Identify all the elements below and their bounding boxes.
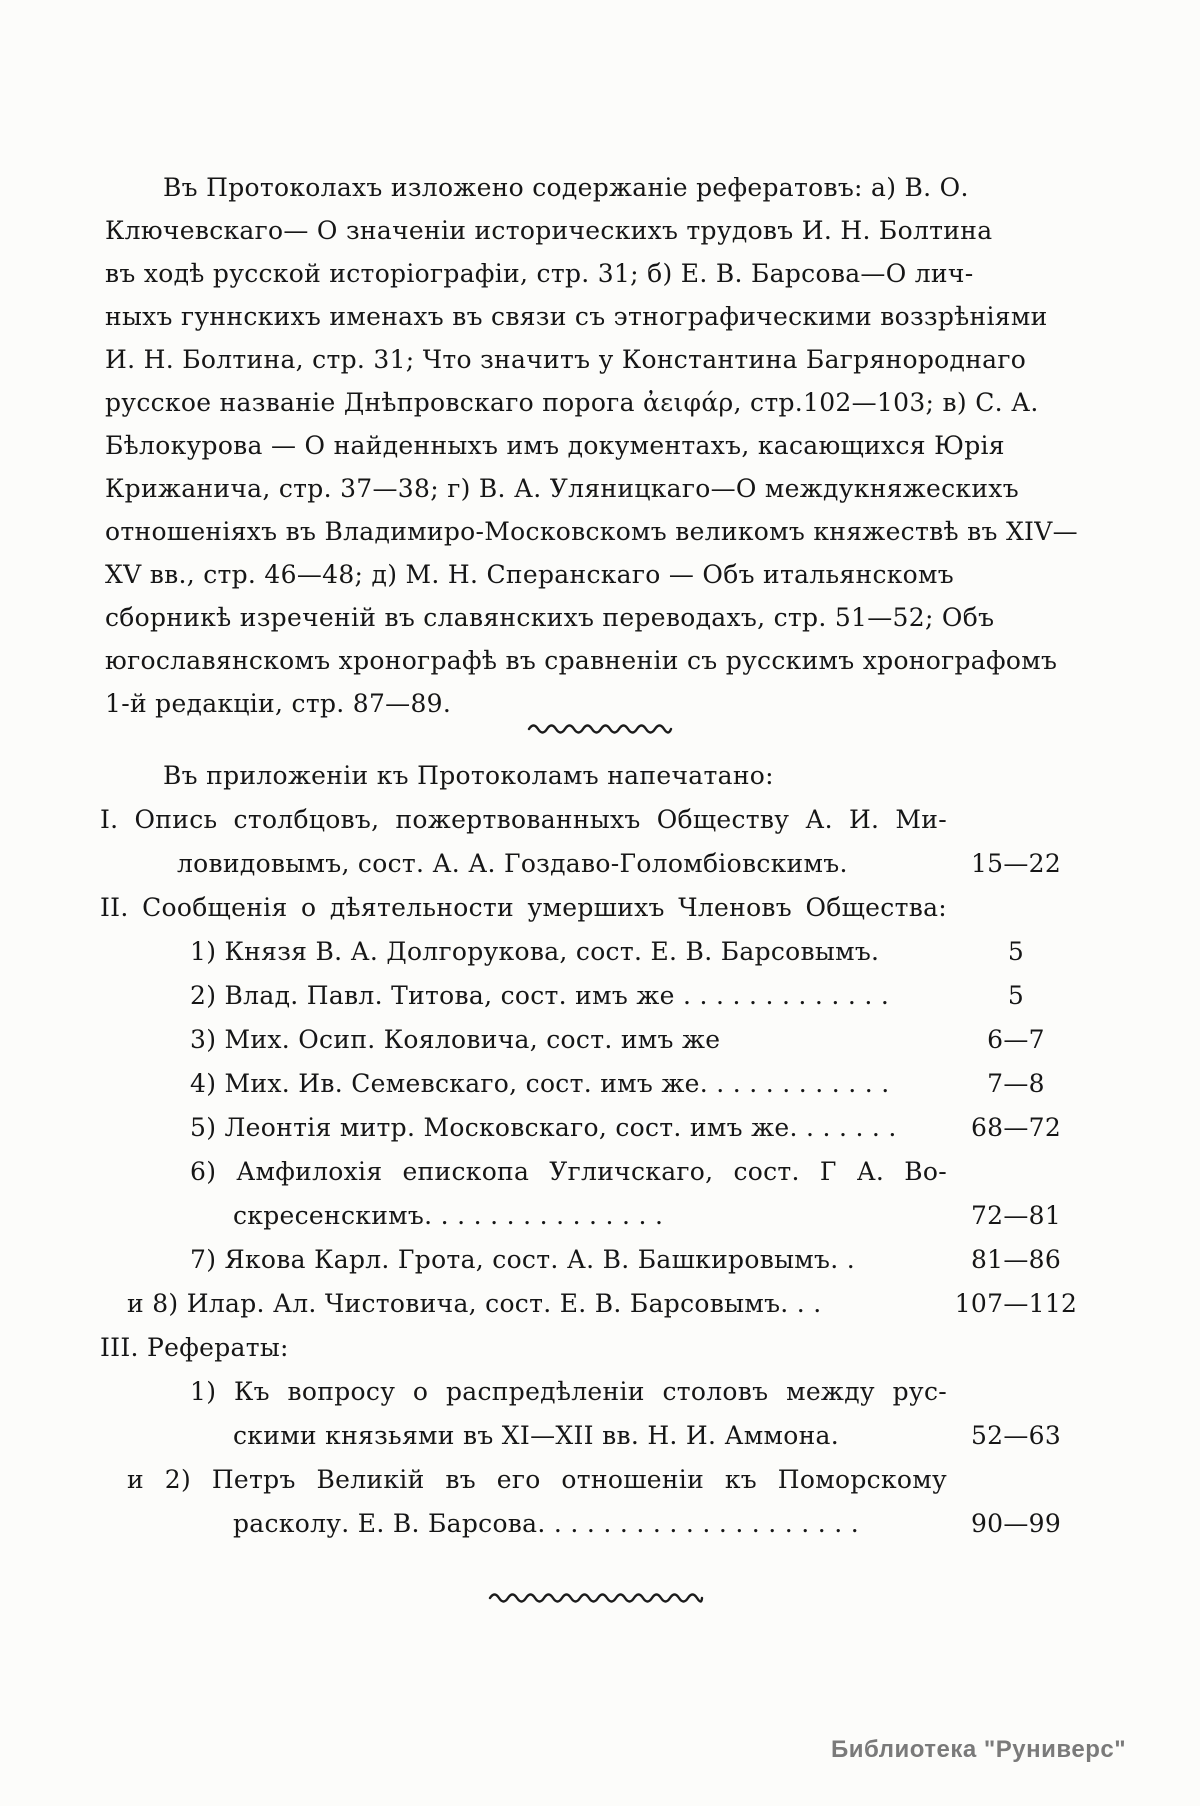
toc-entry-text: 4) Мих. Ив. Семевскаго, сост. имъ же. . . . . . . . . . . . (190, 1069, 890, 1098)
paragraph-line: 1-й редакціи, стр. 87—89. (105, 689, 452, 718)
library-watermark: Библиотека "Руниверс" (831, 1736, 1127, 1763)
table-row (100, 1458, 1085, 1502)
toc-entry-text: 1) Князя В. А. Долгорукова, сост. Е. В. Барсовымъ. (190, 937, 880, 966)
table-row (100, 930, 1085, 974)
toc-entry-text: расколу. Е. В. Барсова. . . . . . . . . . . . . . . . . . . . (233, 1509, 860, 1538)
table-row (100, 1238, 1085, 1282)
toc-entry-text: 6) Амфилохія епископа Угличскаго, сост. Г А. Во- (190, 1157, 947, 1186)
table-row (100, 1282, 1085, 1326)
toc-page-range (947, 1326, 1085, 1370)
toc-entry-text: I. Опись столбцовъ, пожертвованныхъ Обществу А. И. Ми- (100, 805, 947, 834)
toc-entry-text: ловидовымъ, сост. А. А. Гоздаво-Голомбіовскимъ. (177, 849, 848, 878)
toc-entry-text: и 2) Петръ Великій въ его отношеніи къ Поморскому (127, 1465, 947, 1494)
table-row (100, 1370, 1085, 1414)
toc-page-range: 72—81 (970, 1201, 1062, 1230)
toc-page-range: 90—99 (970, 1509, 1062, 1538)
protocols-summary-paragraph (105, 166, 1078, 725)
toc-page-range (947, 1150, 1085, 1194)
toc-page-range: 81—86 (970, 1245, 1062, 1274)
squiggle-divider-glyph (488, 1589, 704, 1603)
toc-entry-text: 7) Якова Карл. Грота, сост. А. В. Башкировымъ. . (190, 1245, 855, 1274)
appendix-contents-list (100, 798, 1085, 1546)
toc-entry-text: и 8) Илар. Ал. Чистовича, сост. Е. В. Барсовымъ. . . (127, 1289, 822, 1318)
toc-entry-text: III. Рефераты: (100, 1333, 289, 1362)
paragraph-line: югославянскомъ хронографѣ въ сравненіи съ русскимъ хронографомъ (105, 646, 1058, 675)
table-row (100, 886, 1085, 930)
table-row (100, 1062, 1085, 1106)
paragraph-line: сборникѣ изреченій въ славянскихъ переводахъ, стр. 51—52; Объ (105, 603, 995, 632)
paragraph-line: ныхъ гуннскихъ именахъ въ связи съ этнографическими воззрѣніями (105, 302, 1048, 331)
paragraph-line: отношеніяхъ въ Владимиро-Московскомъ великомъ княжествѣ въ XIV— (105, 517, 1078, 546)
table-row (100, 1018, 1085, 1062)
toc-page-range: 107—112 (954, 1289, 1078, 1318)
toc-page-range: 7—8 (987, 1069, 1045, 1098)
squiggle-divider (488, 1589, 704, 1603)
table-row (100, 1150, 1085, 1194)
table-row (100, 1106, 1085, 1150)
toc-entry-text: II. Сообщенія о дѣятельности умершихъ Членовъ Общества: (100, 893, 947, 922)
table-row (100, 1502, 1085, 1546)
toc-page-range (947, 1370, 1085, 1414)
toc-entry-text: скими князьями въ XI—XII вв. Н. И. Аммона. (233, 1421, 839, 1450)
toc-page-range: 52—63 (970, 1421, 1062, 1450)
toc-entry-text: скресенскимъ. . . . . . . . . . . . . . . (233, 1201, 664, 1230)
toc-entry-text: 5) Леонтія митр. Московскаго, сост. имъ же. . . . . . . (190, 1113, 897, 1142)
toc-page-range: 15—22 (970, 849, 1062, 878)
paragraph-line: XV вв., стр. 46—48; д) М. Н. Сперанскаго — Объ итальянскомъ (105, 560, 954, 589)
squiggle-divider-glyph (527, 720, 673, 734)
table-row (100, 1194, 1085, 1238)
paragraph-line: Въ Протоколахъ изложено содержаніе рефератовъ: а) В. О. (163, 173, 969, 202)
toc-entry-text: 1) Къ вопросу о распредѣленіи столовъ между рус- (190, 1377, 947, 1406)
table-row (100, 1414, 1085, 1458)
table-row (100, 1326, 1085, 1370)
paragraph-line: Бѣлокурова — О найденныхъ имъ документахъ, касающихся Юрія (105, 431, 1005, 460)
table-row (100, 798, 1085, 842)
toc-page-range (947, 798, 1085, 842)
table-row (100, 974, 1085, 1018)
toc-page-range (947, 886, 1085, 930)
paragraph-line: И. Н. Болтина, стр. 31; Что значитъ у Константина Багрянороднаго (105, 345, 1027, 374)
toc-entry-text: 2) Влад. Павл. Титова, сост. имъ же . . . . . . . . . . . . . (190, 981, 890, 1010)
paragraph-line: Крижанича, стр. 37—38; г) В. А. Уляницкаго—О междукняжескихъ (105, 474, 1019, 503)
toc-page-range: 5 (1007, 937, 1025, 966)
toc-page-range: 6—7 (987, 1025, 1045, 1054)
paragraph-line: Ключевскаго— О значеніи историческихъ трудовъ И. Н. Болтина (105, 216, 993, 245)
toc-page-range: 68—72 (970, 1113, 1062, 1142)
toc-entry-text: 3) Мих. Осип. Кояловича, сост. имъ же (190, 1025, 721, 1054)
appendix-heading: Въ приложеніи къ Протоколамъ напечатано: (163, 761, 774, 790)
table-row (100, 842, 1085, 886)
paragraph-line: русское названіе Днѣпровскаго порога ἀειφάρ, стр.102—103; в) С. А. (105, 388, 1039, 417)
squiggle-divider (527, 720, 673, 734)
toc-page-range: 5 (1007, 981, 1025, 1010)
paragraph-line: въ ходѣ русской исторіографіи, стр. 31; б) Е. В. Барсова—О лич- (105, 259, 974, 288)
toc-page-range (947, 1458, 1085, 1502)
